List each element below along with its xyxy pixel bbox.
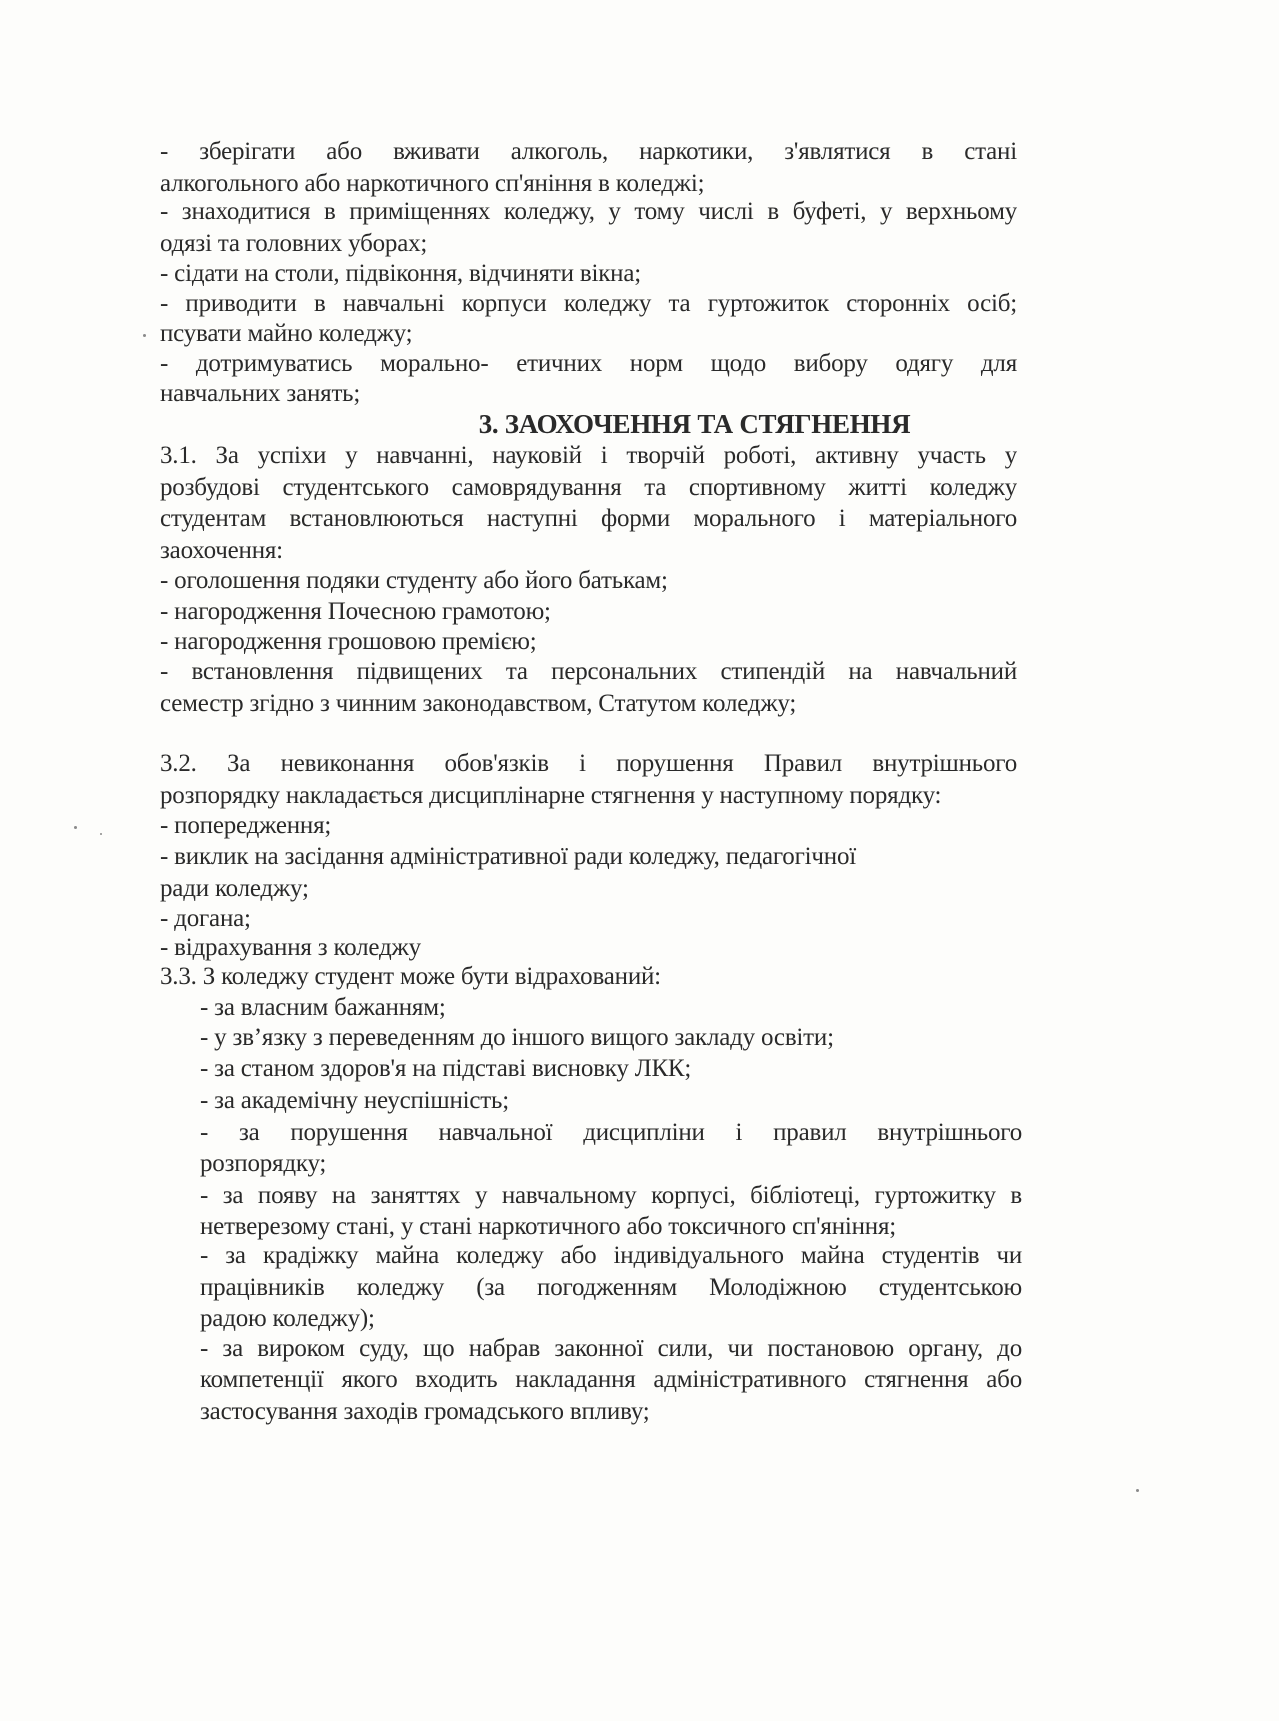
text-line: - зберігати або вживати алкоголь, наркотики, з'являтися в стані <box>160 138 1017 165</box>
paragraph-3-2-line: розпорядку накладається дисциплінарне стягнення у наступному порядку: <box>160 782 942 809</box>
text-line: - дотримуватись морально- етичних норм щодо вибору одягу для <box>160 350 1017 377</box>
list-item: працівників коледжу (за погодженням Молодіжною студентською <box>200 1274 1022 1301</box>
list-item: - за порушення навчальної дисципліни і правил внутрішнього <box>200 1119 1022 1146</box>
text-line: алкогольного або наркотичного сп'яніння в коледжі; <box>160 170 705 197</box>
paragraph-3-1-line: заохочення: <box>160 537 283 564</box>
scan-speck <box>1136 1489 1139 1492</box>
list-item: радою коледжу); <box>200 1305 375 1332</box>
list-item: - за появу на заняттях у навчальному корпусі, бібліотеці, гуртожитку в <box>200 1182 1022 1209</box>
text-line: - сідати на столи, підвіконня, відчиняти вікна; <box>160 260 641 287</box>
text-line: псувати майно коледжу; <box>160 320 413 347</box>
list-item: - у зв’язку з переведенням до іншого вищого закладу освіти; <box>200 1024 834 1051</box>
paragraph-3-3-title: 3.3. З коледжу студент може бути відрахований: <box>160 963 661 990</box>
section-heading: 3. ЗАОХОЧЕННЯ ТА СТЯГНЕННЯ <box>478 409 911 439</box>
list-item: - оголошення подяки студенту або його батькам; <box>160 567 668 594</box>
list-item: ради коледжу; <box>160 875 309 902</box>
text-line: - приводити в навчальні корпуси коледжу та гуртожиток сторонніх осіб; <box>160 290 1017 317</box>
paragraph-3-1-line: 3.1. За успіхи у навчанні, науковій і творчій роботі, активну участь у <box>160 442 1017 469</box>
list-item: - за академічну неуспішність; <box>200 1087 509 1114</box>
list-item: - нагородження Почесною грамотою; <box>160 598 551 625</box>
paragraph-3-1-line: розбудові студентського самоврядування та спортивному житті коледжу <box>160 474 1017 501</box>
list-item: - за станом здоров'я на підставі висновку ЛКК; <box>200 1055 692 1082</box>
scan-speck <box>100 833 102 835</box>
list-item: - за вироком суду, що набрав законної сили, чи постановою органу, до <box>200 1335 1022 1362</box>
text-line: навчальних занять; <box>160 380 361 407</box>
text-line: одязі та головних уборах; <box>160 230 428 257</box>
list-item: - нагородження грошовою премією; <box>160 628 537 655</box>
list-item: компетенції якого входить накладання адміністративного стягнення або <box>200 1366 1022 1393</box>
list-item: - виклик на засідання адміністративної ради коледжу, педагогічної <box>160 843 856 870</box>
list-item: - за власним бажанням; <box>200 994 446 1021</box>
text-line: - знаходитися в приміщеннях коледжу, у тому числі в буфеті, у верхньому <box>160 198 1017 225</box>
list-item: застосування заходів громадського впливу; <box>200 1398 650 1425</box>
paragraph-3-2-line: 3.2. За невиконання обов'язків і порушення Правил внутрішнього <box>160 750 1017 777</box>
scan-speck <box>143 334 146 337</box>
scan-speck <box>74 826 77 829</box>
list-item: - за крадіжку майна коледжу або індивідуального майна студентів чи <box>200 1242 1022 1269</box>
list-item: семестр згідно з чинним законодавством, Статутом коледжу; <box>160 690 797 717</box>
list-item: - догана; <box>160 905 251 932</box>
list-item: - встановлення підвищених та персональних стипендій на навчальний <box>160 658 1017 685</box>
list-item: нетверезому стані, у стані наркотичного або токсичного сп'яніння; <box>200 1213 897 1240</box>
list-item: - відрахування з коледжу <box>160 934 421 961</box>
list-item: - попередження; <box>160 812 332 839</box>
list-item: розпорядку; <box>200 1150 327 1177</box>
paragraph-3-1-line: студентам встановлюються наступні форми морального і матеріального <box>160 505 1017 532</box>
